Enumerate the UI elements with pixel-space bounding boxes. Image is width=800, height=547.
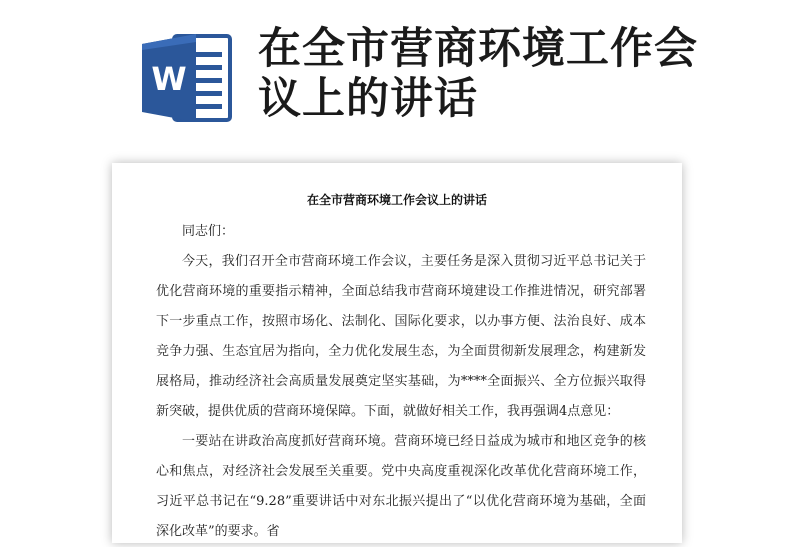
salutation: 同志们： [182, 224, 235, 239]
word-document-icon [140, 30, 234, 126]
document-page [112, 163, 682, 543]
page-title: 在全市营商环境工作会议上的讲话 [258, 24, 698, 124]
document-title: 在全市营商环境工作会议上的讲话 [306, 193, 487, 207]
page-header [0, 0, 800, 160]
paragraph: 今天，我们召开全市营商环境工作会议，主要任务是深入贯彻习近平总书记关于优化营商环境的重要指示精神，全面总结我市营商环境建设工作推进情况，研究部署下一步重点工作，按照市场化、法制化、国际化要求，以办事方便、法治良好、成本竞争力强、生态宜居为指向，全力优化发展生态，为全面贯彻新发展理念，构建新发展格局，推动经济社会高质量发展奠定坚实基础，为****全面振兴、全方位振兴取得新突破，提供优质的营商环境保障。下面，就做好相关工作，我再强调4点意见： [156, 254, 646, 419]
word-icon-letter: W [151, 60, 187, 98]
document-body [156, 217, 646, 547]
paragraph: 一要站在讲政治高度抓好营商环境。营商环境已经日益成为城市和地区竞争的核心和焦点，对经济社会发展至关重要。党中央高度重视深化改革优化营商环境工作，习近平总书记在“9.28”重要讲话中对东北振兴提出了“以优化营商环境为基础，全面深化改革”的要求。省 [156, 434, 646, 539]
